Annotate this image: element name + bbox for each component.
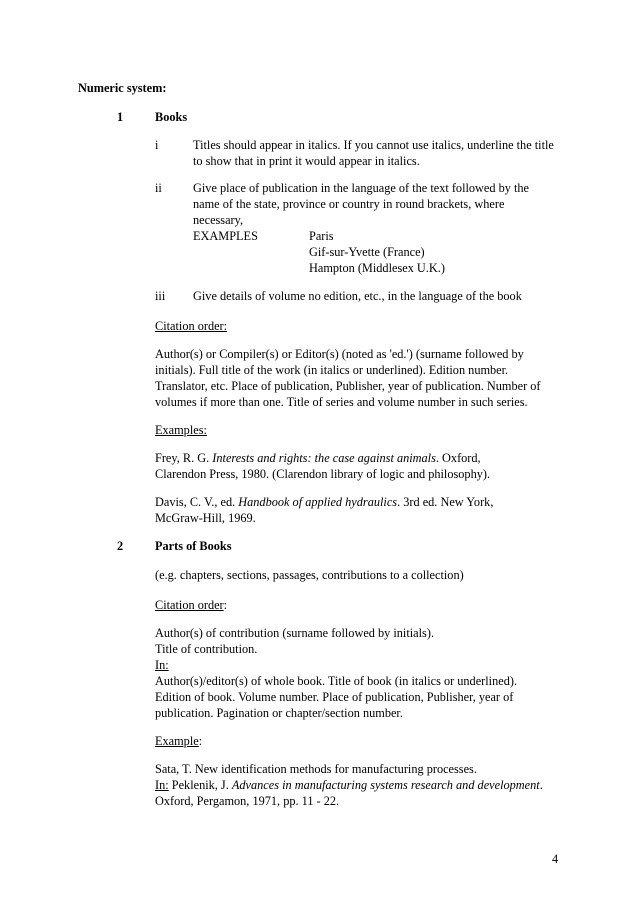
- section2-example-colon: :: [198, 734, 203, 748]
- examples-label: EXAMPLES: [193, 229, 258, 243]
- section2-example-line-2: [155, 777, 543, 793]
- page-number: 4: [552, 852, 559, 866]
- section2-example-label: Example: [155, 734, 199, 748]
- example-place-2: Gif-sur-Yvette (France): [309, 245, 425, 259]
- heading: Numeric system:: [78, 81, 167, 95]
- example1-line-2: Clarendon Press, 1980. (Clarendon library of logic and philosophy).: [155, 467, 491, 481]
- item-ii-line-1: Give place of publication in the language of the text followed by the: [193, 181, 530, 195]
- section2-example-book-title: Advances in manufacturing systems research and development: [231, 778, 540, 792]
- section2-line-b2: Edition of book. Volume number. Place of publication, Publisher, year of: [155, 690, 514, 704]
- item-ii-numeral: ii: [155, 181, 162, 195]
- section2-example-heading: [155, 733, 202, 749]
- item-i-numeral: i: [155, 138, 159, 152]
- section2-example-period: .: [539, 778, 543, 792]
- example-place-1: Paris: [309, 229, 334, 243]
- examples-heading: Examples:: [155, 423, 207, 437]
- section2-title: Parts of Books: [155, 539, 232, 553]
- item-iii-numeral: iii: [155, 289, 166, 303]
- citation-order-line-2: initials). Full title of the work (in italics or underlined). Edition number.: [155, 363, 509, 377]
- item-i-line-1: Titles should appear in italics. If you cannot use italics, underline the title: [193, 138, 554, 152]
- citation-order-line-3: Translator, etc. Place of publication, Publisher, year of publication. Number of: [155, 379, 541, 393]
- section2-citation-order-colon: :: [223, 598, 228, 612]
- example1-author: Frey, R. G.: [155, 451, 213, 465]
- section1-number: 1: [117, 110, 124, 124]
- section2-line-b3: publication. Pagination or chapter/section number.: [155, 706, 403, 720]
- example2-line-2: McGraw-Hill, 1969.: [155, 511, 256, 525]
- section1-title: Books: [155, 110, 188, 124]
- example1-place: . Oxford,: [435, 451, 481, 465]
- item-iii-text: Give details of volume no edition, etc., in the language of the book: [193, 289, 522, 303]
- example1-title: Interests and rights: the case against animals: [212, 451, 436, 465]
- section2-note: (e.g. chapters, sections, passages, contributions to a collection): [155, 568, 464, 582]
- item-i-line-2: to show that in print it would appear in italics.: [193, 154, 420, 168]
- section2-example-line-1: Sata, T. New identification methods for manufacturing processes.: [155, 762, 477, 776]
- example2-author: Davis, C. V., ed.: [155, 495, 239, 509]
- section2-citation-order: [155, 597, 227, 613]
- citation-order-line-4: volumes if more than one. Title of series and volume number in such series.: [155, 395, 528, 409]
- example-place-3: Hampton (Middlesex U.K.): [309, 261, 445, 275]
- item-ii-line-2: name of the state, province or country in round brackets, where: [193, 197, 505, 211]
- citation-order-label: Citation order:: [155, 319, 228, 333]
- example2-line-1: [155, 494, 493, 510]
- section2-number: 2: [117, 539, 124, 553]
- item-ii-line-3: necessary,: [193, 213, 244, 227]
- example2-title: Handbook of applied hydraulics: [238, 495, 398, 509]
- section2-in-label: In:: [155, 658, 169, 672]
- section2-example-editor: Peklenik, J.: [168, 778, 232, 792]
- example1-line-1: [155, 450, 481, 466]
- section2-line-a1: Author(s) of contribution (surname followed by initials).: [155, 626, 435, 640]
- section2-example-in: In:: [155, 778, 169, 792]
- section2-example-line-3: Oxford, Pergamon, 1971, pp. 11 - 22.: [155, 794, 340, 808]
- citation-order-line-1: Author(s) or Compiler(s) or Editor(s) (noted as 'ed.') (surname followed by: [155, 347, 524, 361]
- section2-line-b1: Author(s)/editor(s) of whole book. Title of book (in italics or underlined).: [155, 674, 518, 688]
- section2-line-a2: Title of contribution.: [155, 642, 258, 656]
- section2-citation-order-label: Citation order: [155, 598, 224, 612]
- example2-edition: . 3rd ed. New York,: [397, 495, 494, 509]
